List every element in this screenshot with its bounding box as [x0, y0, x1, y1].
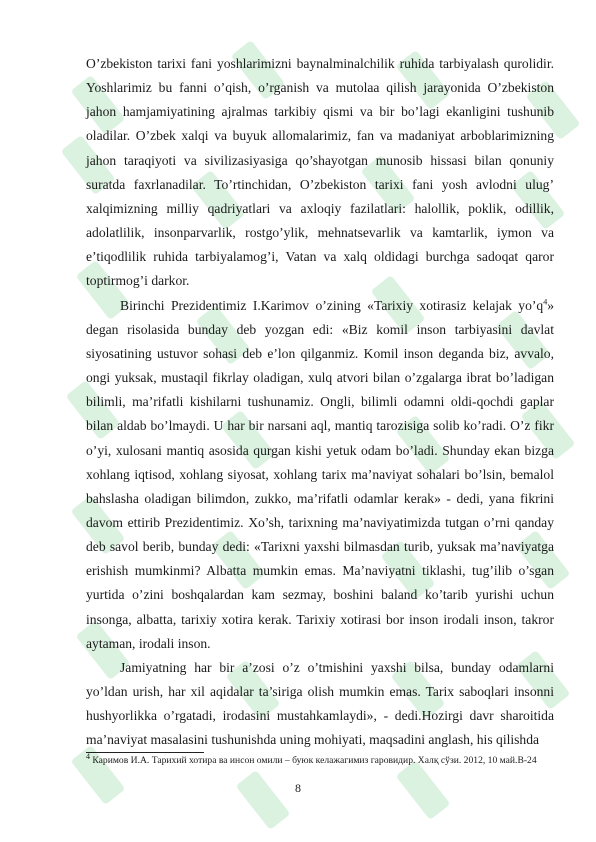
paragraph: Jamiyatning har bir a’zosi o’z o’tmishini yaxshi bilsa, bunday odamlarni yo’ldan urish, har xil aqidalar ta’siriga olish mumkin emas. Tarix saboqlari insonni hushyorlikka o’rgatadi, irodasini mustahkamlaydi», - dedi.Hozirgi davr sharoitida ma’naviyat masalasini tushunishda uning mohiyati, maqsadini anglash, his qilishda	[86, 659, 554, 748]
paragraph: O’zbekiston tarixi fani yoshlarimizni baynalminalchilik ruhida tarbiyalash qurolidir. Yoshlarimiz bu fanni o’qish, o’rganish va mutolaa qilish jarayonida O’zbekiston jahon hamjamiyatining ajralmas tarkibiy qismi va bir bo’lagi ekanligini tushunib oladilar. O’zbek xalqi va buyuk allomalarimiz, fan va madaniyat arboblarimizning jahon taraqiyoti va sivilizasiyasiga qo’shayotgan munosib hissasi bilan qonuniy suratda faxrlanadilar. To’rtinchidan, O’zbekiston tarixi fani yosh avlodni ulug’ xalqimizning milliy qadriyatlari va axloqiy fazilatlari: halollik, poklik, odillik, adolatlilik, insonparvarlik, rostgo’ylik, mehnatsevarlik va kamtarlik, iymon va e’tiqodlilik ruhida tarbiyalamog’i, Vatan va xalq oldidagi burchga sadoqat qaror toptirmog’i darkor.	[86, 56, 554, 289]
page-number: 8	[295, 781, 301, 795]
footnote-marker: 4	[86, 751, 90, 761]
footnote	[86, 751, 556, 767]
page-body	[86, 52, 554, 753]
paragraph	[86, 294, 554, 656]
paragraph-text: Birinchi Prezidentimiz I.Karimov o’zining «Tarixiy xotirasiz kelajak yo’q	[120, 297, 544, 313]
footnote-divider	[86, 752, 204, 753]
footnote-reference: 4	[543, 297, 548, 307]
paragraph-text: » degan risolasida bunday deb yozgan edi: «Biz komil inson tarbiyasini davlat siyosatining ustuvor sohasi deb e’lon qilganmiz. Komil inson deganda biz, avvalo, ongi yuksak, mustaqil fikrlay oladigan, xulq atvori bilan o’zgalarga ibrat bo’ladigan bilimli, ma’rifatli kishilarni tushunamiz. Ongli, bilimli odamni oldi-qochdi gaplar bilan aldab bo’lmaydi. U har bir narsani aql, mantiq tarozisiga solib ko’radi. O’z fikr o’yi, xulosani mantiq asosida qurgan kishi yetuk odam bo’ladi. Shunday ekan bizga xohlang iqtisod, xohlang siyosat, xohlang tarix ma’naviyat sohalari bo’lsin, bemalol bahslasha oladigan bilimdon, zukko, ma’rifatli odamlar kerak» - dedi, yana fikrini davom ettirib Prezidentimiz. Xo’sh, tarixning ma’naviyatimizda tutgan o’rni qanday deb savol berib, bunday dedi: «Tarixni yaxshi bilmasdan turib, yuksak ma’naviyatga erishish mumkinmi? Albatta mumkin emas. Ma’naviyatni tiklashi, tug’ilib o’sgan yurtida o’zini boshqalardan kam sezmay, boshini baland ko’tarib yurishi uchun insonga, albatta, tarixiy xotira kerak. Tarixiy xotirasi bor inson irodali inson, takror aytaman, irodali inson.	[86, 297, 554, 651]
footnote-text: Каримов И.А. Тарихий хотира ва инсон омили – буюк келажагимиз гаровидир. Халқ сўзи. 2012, 10 май.В-24	[90, 755, 537, 766]
